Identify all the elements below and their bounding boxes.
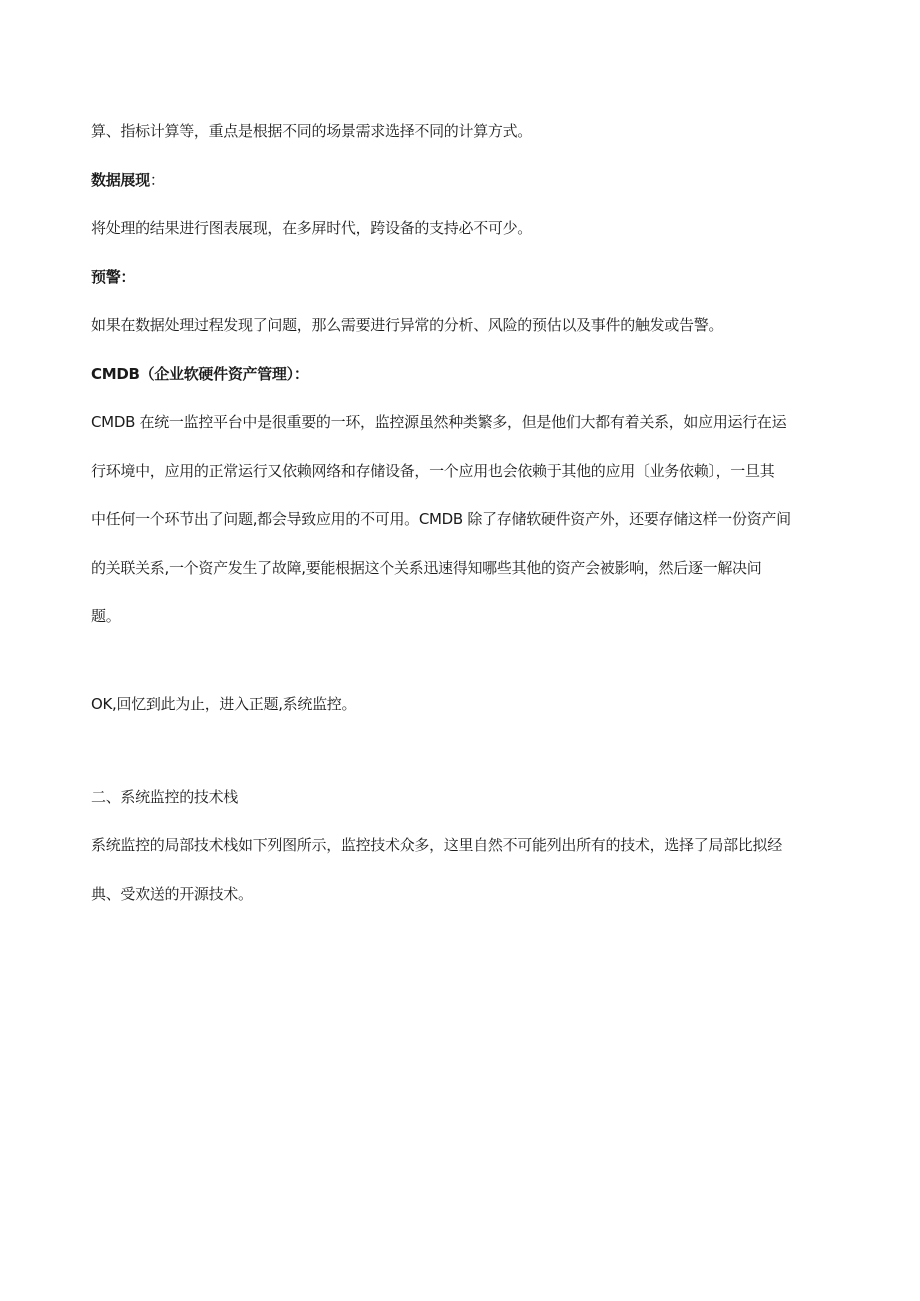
- data-display-heading-row: [91, 170, 165, 190]
- data-display-heading: 数据展现: [91, 171, 150, 189]
- alert-body: 如果在数据处理过程发现了问题，那么需要进行异常的分析、风险的预估以及事件的触发或告警。: [91, 316, 724, 334]
- intro-line: 算、指标计算等，重点是根据不同的场景需求选择不同的计算方式。: [91, 122, 533, 140]
- section-two-paragraph-line: 系统监控的局部技术栈如下列图所示，监控技术众多，这里自然不可能列出所有的技术，选择了局部比拟经: [91, 836, 782, 854]
- cmdb-heading: CMDB（企业软硬件资产管理）：: [91, 365, 309, 383]
- data-display-body: 将处理的结果进行图表展现，在多屏时代，跨设备的支持必不可少。: [91, 219, 533, 237]
- cmdb-paragraph-line: 行环境中，应用的正常运行又依赖网络和存储设备，一个应用也会依赖于其他的应用〔业务依赖〕，一旦其: [91, 462, 775, 480]
- cmdb-paragraph-line: 中任何一个环节出了问题,都会导致应用的不可用。CMDB 除了存储软硬件资产外，还要存储这样一份资产间: [91, 510, 791, 528]
- cmdb-paragraph-line: 题。: [91, 607, 121, 625]
- data-display-heading-colon: ：: [149, 171, 165, 189]
- section-two-paragraph-line: 典、受欢送的开源技术。: [91, 885, 253, 903]
- alert-heading: 预警：: [91, 268, 136, 286]
- section-two-heading: 二、系统监控的技术栈: [91, 788, 239, 806]
- cmdb-paragraph-line: CMDB 在统一监控平台中是很重要的一环，监控源虽然种类繁多，但是他们大都有着关系，如应用运行在运: [91, 413, 787, 431]
- ok-line: OK,回忆到此为止，进入正题,系统监控。: [91, 695, 357, 713]
- cmdb-paragraph-line: 的关联关系,一个资产发生了故障,要能根据这个关系迅速得知哪些其他的资产会被影响，然后逐一解决问: [91, 559, 762, 577]
